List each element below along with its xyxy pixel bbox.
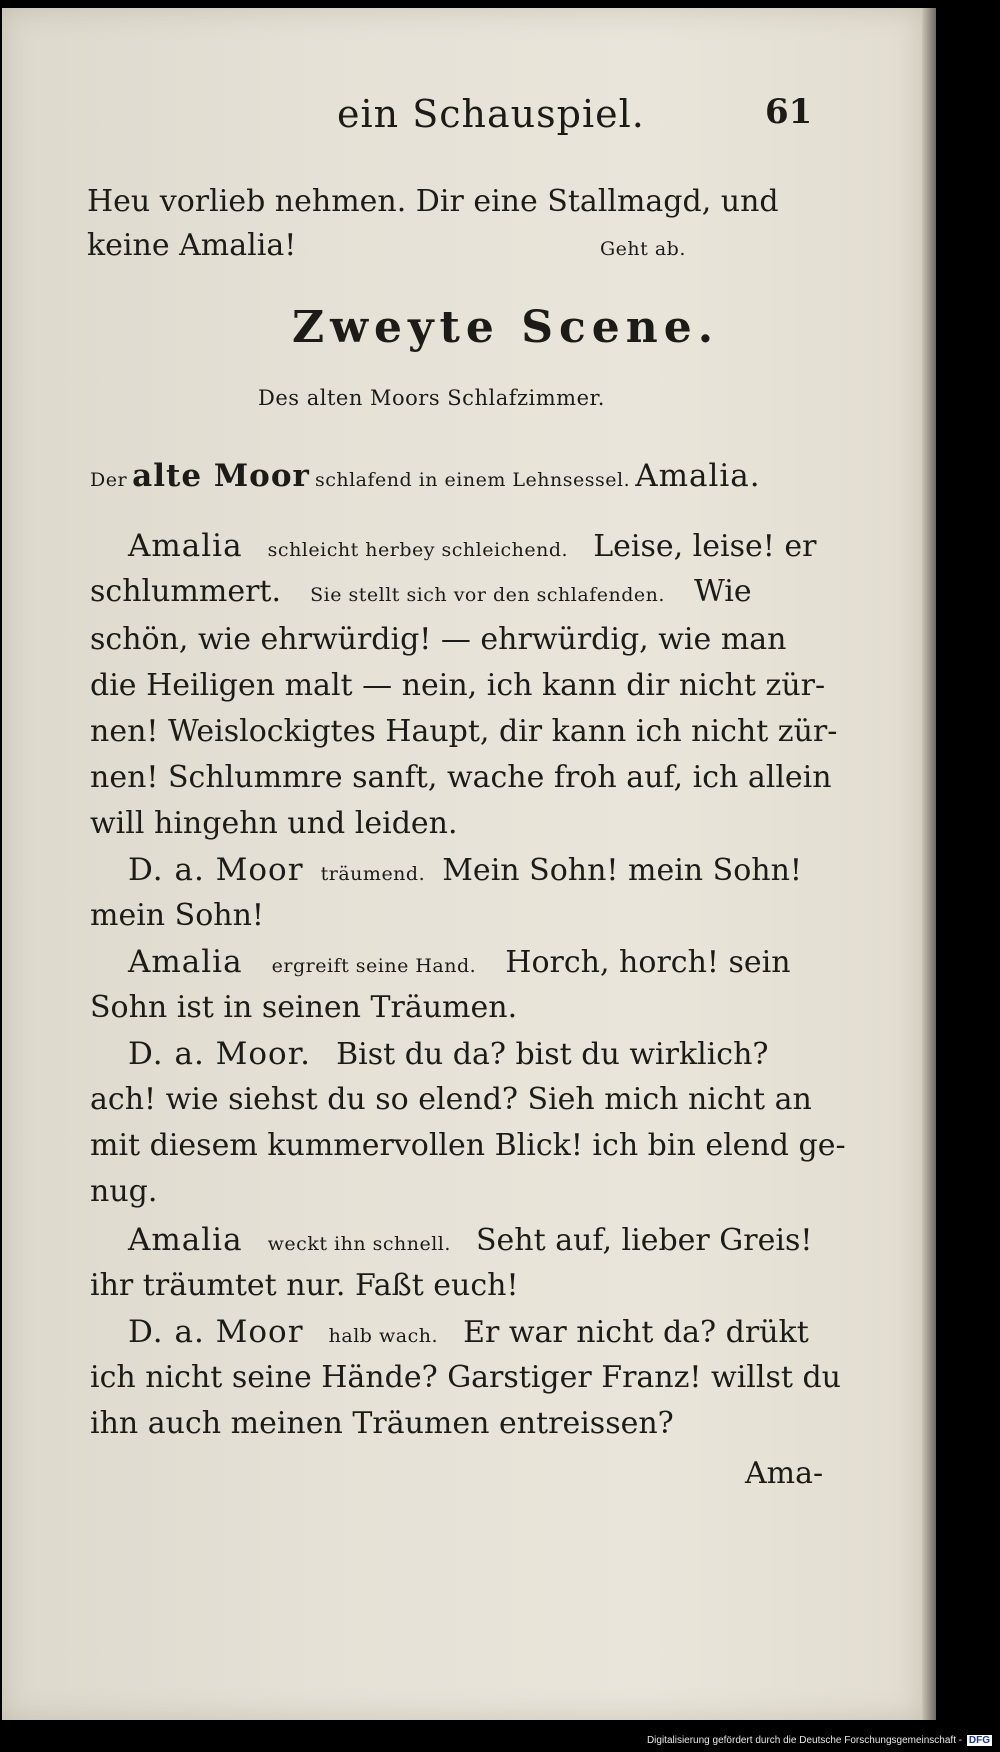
text-line: ach! wie siehst du so elend? Sieh mich nicht an — [90, 1082, 812, 1117]
speaker-name: Amalia — [128, 944, 243, 980]
text-line: die Heiligen malt — nein, ich kann dir nicht zür- — [90, 668, 826, 703]
text-line: nen! Weislockigtes Haupt, dir kann ich nicht zür- — [90, 714, 838, 749]
speaker-name: Amalia — [128, 1222, 243, 1258]
text-line: Heu vorlieb nehmen. Dir eine Stallmagd, und — [87, 184, 779, 219]
cast-stage: schlafend in einem Lehnsessel. — [314, 469, 631, 491]
cast-list — [90, 458, 761, 494]
speech-text: Wie — [694, 574, 752, 609]
speech-line — [90, 574, 752, 609]
text-line: nug. — [90, 1174, 158, 1209]
text-line: will hingehn und leiden. — [90, 806, 458, 841]
scene-title: Zweyte Scene. — [292, 302, 720, 353]
speech-text: Seht auf, lieber Greis! — [476, 1223, 813, 1258]
stage-direction: Geht ab. — [600, 238, 686, 260]
stage-direction: träumend. — [320, 863, 426, 885]
catchword: Ama- — [745, 1456, 824, 1491]
speaker-name: D. a. Moor. — [128, 1036, 311, 1072]
speech-text: Bist du da? bist du wirklich? — [336, 1037, 769, 1072]
speech-line — [128, 944, 791, 980]
speech-line — [128, 1222, 812, 1258]
digitization-credit — [647, 1735, 992, 1746]
stage-direction: weckt ihn schnell. — [267, 1233, 451, 1255]
running-head: ein Schauspiel. — [337, 92, 645, 136]
text-line: ihn auch meinen Träumen entreissen? — [90, 1406, 674, 1441]
stage-direction: schleicht herbey schleichend. — [267, 539, 569, 561]
cast-pre: Der — [90, 469, 128, 491]
speaker-name: Amalia — [128, 528, 243, 564]
speech-line — [128, 528, 816, 564]
stage-direction: Sie stellt sich vor den schlafenden. — [310, 584, 665, 606]
text-line: nen! Schlummre sanft, wache froh auf, ich allein — [90, 760, 832, 795]
speech-line — [128, 1036, 769, 1072]
credit-text: Digitalisierung gefördert durch die Deutsche Forschungsgemeinschaft - — [646, 1735, 963, 1746]
text-line: Sohn ist in seinen Träumen. — [90, 990, 518, 1025]
cast-name-2: Amalia. — [635, 458, 761, 494]
cast-name: alte Moor — [132, 458, 310, 494]
text-line: keine Amalia! — [87, 228, 297, 263]
text-line: ihr träumtet nur. Faßt euch! — [90, 1268, 519, 1303]
text-line: ich nicht seine Hände? Garstiger Franz! willst du — [90, 1360, 841, 1395]
speech-text: schlummert. — [90, 574, 282, 609]
stage-direction: halb wach. — [328, 1325, 438, 1347]
speech-text: Leise, leise! er — [593, 529, 817, 564]
speaker-name: D. a. Moor — [128, 1314, 304, 1350]
stage-direction: ergreift seine Hand. — [271, 955, 477, 977]
speech-line — [128, 852, 802, 888]
speech-text: Er war nicht da? drükt — [463, 1315, 809, 1350]
page-number: 61 — [765, 92, 813, 132]
speech-text: Mein Sohn! mein Sohn! — [442, 853, 802, 888]
text-line: mein Sohn! — [90, 898, 264, 933]
speech-line — [128, 1314, 809, 1350]
speaker-name: D. a. Moor — [128, 852, 304, 888]
text-line: schön, wie ehrwürdig! — ehrwürdig, wie man — [90, 622, 787, 657]
text-line: mit diesem kummervollen Blick! ich bin elend ge- — [90, 1128, 846, 1163]
book-edge — [922, 8, 936, 1720]
speech-text: Horch, horch! sein — [505, 945, 791, 980]
scene-setting: Des alten Moors Schlafzimmer. — [258, 386, 605, 410]
dfg-logo: DFG — [968, 1735, 990, 1746]
